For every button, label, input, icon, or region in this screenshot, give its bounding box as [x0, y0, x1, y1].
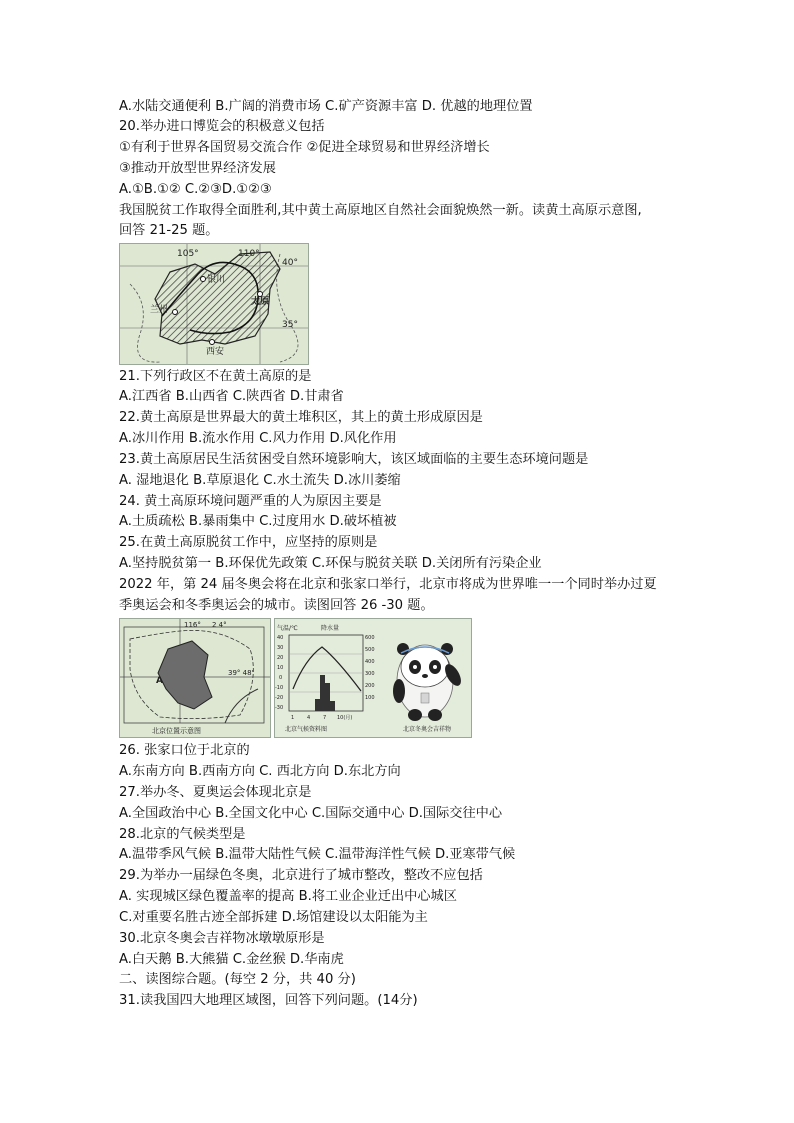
precip-bar-jul: [320, 675, 325, 711]
map-label: 39° 48': [228, 669, 254, 677]
q19-options: A.水陆交通便利 B.广阔的消费市场 C.矿产资源丰富 D. 优越的地理位置: [119, 99, 533, 114]
q28-stem: 28.北京的气候类型是: [119, 827, 246, 842]
beijing-location-map: [119, 618, 271, 738]
q21-options: A.江西省 B.山西省 C.陕西省 D.甘肃省: [119, 389, 344, 404]
precip-bar-sep: [330, 701, 335, 711]
q24-stem: 24. 黄土高原环境问题严重的人为原因主要是: [119, 494, 382, 509]
q20-statements-1: ①有利于世界各国贸易交流合作 ②促进全球贸易和世界经济增长: [119, 140, 490, 155]
map-label: 2 4°: [212, 621, 227, 629]
q30-stem: 30.北京冬奥会吉祥物冰墩墩原形是: [119, 931, 325, 946]
tick-right: 500: [365, 647, 375, 653]
q20-statements-2: ③推动开放型世界经济发展: [119, 161, 276, 176]
q27-stem: 27.举办冬、夏奥运会体现北京是: [119, 785, 312, 800]
lon-label: 110°: [238, 249, 260, 259]
tick-left: 0: [279, 675, 283, 681]
tick-right: 200: [365, 683, 375, 689]
map-caption: 北京位置示意图: [152, 727, 201, 735]
olympics-intro-1: 2022 年，第 24 届冬奥会将在北京和张家口举行，北京市将成为世界唯一一个同时举办过夏: [119, 577, 657, 592]
tick-left: -20: [275, 695, 284, 701]
precip-bar-jun: [315, 699, 320, 711]
city-label: 西安: [206, 347, 225, 357]
q27-options: A.全国政治中心 B.全国文化中心 C.国际交通中心 D.国际交往中心: [119, 806, 503, 821]
tick-x: 4: [307, 715, 311, 721]
tick-left: 20: [277, 655, 284, 661]
chart-caption: 北京气候资料图: [285, 726, 328, 733]
q22-stem: 22.黄土高原是世界最大的黄土堆积区，其上的黄土形成原因是: [119, 410, 483, 425]
lon-label: 105°: [177, 249, 199, 259]
tick-right: 600: [365, 635, 375, 641]
loess-intro-2: 回答 21-25 题。: [119, 223, 219, 238]
q29-stem: 29.为举办一届绿色冬奥，北京进行了城市整改，整改不应包括: [119, 868, 483, 883]
map-label-a: A: [156, 676, 163, 686]
q31-stem: 31.读我国四大地理区域图，回答下列问题。(14分): [119, 993, 418, 1008]
tick-right: 300: [365, 671, 375, 677]
q28-options: A.温带季风气候 B.温带大陆性气候 C.温带海洋性气候 D.亚寒带气候: [119, 847, 516, 862]
section-2-heading: 二、读图综合题。(每空 2 分，共 40 分): [119, 972, 356, 987]
q29-options-1: A. 实现城区绿色覆盖率的提高 B.将工业企业迁出中心城区: [119, 889, 457, 904]
q23-options: A. 湿地退化 B.草原退化 C.水土流失 D.冰川萎缩: [119, 473, 401, 488]
tick-left: 40: [277, 635, 284, 641]
olympics-intro-2: 季奥运会和冬季奥运会的城市。读图回答 26 -30 题。: [119, 598, 434, 613]
axis-title-left: 气温/℃: [277, 625, 298, 632]
q26-options: A.东南方向 B.西南方向 C. 西北方向 D.东北方向: [119, 764, 401, 779]
q26-stem: 26. 张家口位于北京的: [119, 743, 250, 758]
tick-x: 1: [291, 715, 295, 721]
q25-options: A.坚持脱贫第一 B.环保优先政策 C.环保与脱贫关联 D.关闭所有污染企业: [119, 556, 542, 571]
loess-intro-1: 我国脱贫工作取得全面胜利,其中黄土高原地区自然社会面貌焕然一新。读黄土高原示意图,: [119, 203, 642, 218]
tick-left: 10: [277, 665, 284, 671]
q21-stem: 21.下列行政区不在黄土高原的是: [119, 369, 312, 384]
loess-plateau-map: [119, 243, 309, 365]
map-label: 116°: [184, 621, 201, 629]
q24-options: A.土质疏松 B.暴雨集中 C.过度用水 D.破坏植被: [119, 514, 397, 529]
axis-title-right: 降水量: [321, 625, 340, 632]
q20-options: A.①B.①② C.②③D.①②③: [119, 182, 272, 197]
q22-options: A.冰川作用 B.流水作用 C.风力作用 D.风化作用: [119, 431, 397, 446]
mascot-caption: 北京冬奥会吉祥物: [403, 726, 452, 733]
q25-stem: 25.在黄土高原脱贫工作中，应坚持的原则是: [119, 535, 378, 550]
tick-left: -30: [275, 705, 284, 711]
city-label: 银川: [207, 275, 226, 285]
lat-label: 40°: [282, 258, 298, 268]
q29-options-2: C.对重要名胜古迹全部拆建 D.场馆建设以太阳能为主: [119, 910, 428, 925]
tick-right: 400: [365, 659, 375, 665]
tick-x: 7: [323, 715, 327, 721]
precip-bar-aug: [325, 683, 330, 711]
lat-label: 35°: [282, 320, 298, 330]
tick-left: -10: [275, 685, 284, 691]
q23-stem: 23.黄土高原居民生活贫困受自然环境影响大，该区域面临的主要生态环境问题是: [119, 452, 589, 467]
tick-left: 30: [277, 645, 284, 651]
tick-right: 100: [365, 695, 375, 701]
q30-options: A.白天鹅 B.大熊猫 C.金丝猴 D.华南虎: [119, 952, 344, 967]
city-label: 兰州: [150, 305, 169, 315]
tick-x: 10(月): [337, 715, 353, 721]
city-label: 太原: [251, 297, 270, 307]
climate-mascot-figure: [274, 618, 472, 738]
q20-stem: 20.举办进口博览会的积极意义包括: [119, 119, 325, 134]
